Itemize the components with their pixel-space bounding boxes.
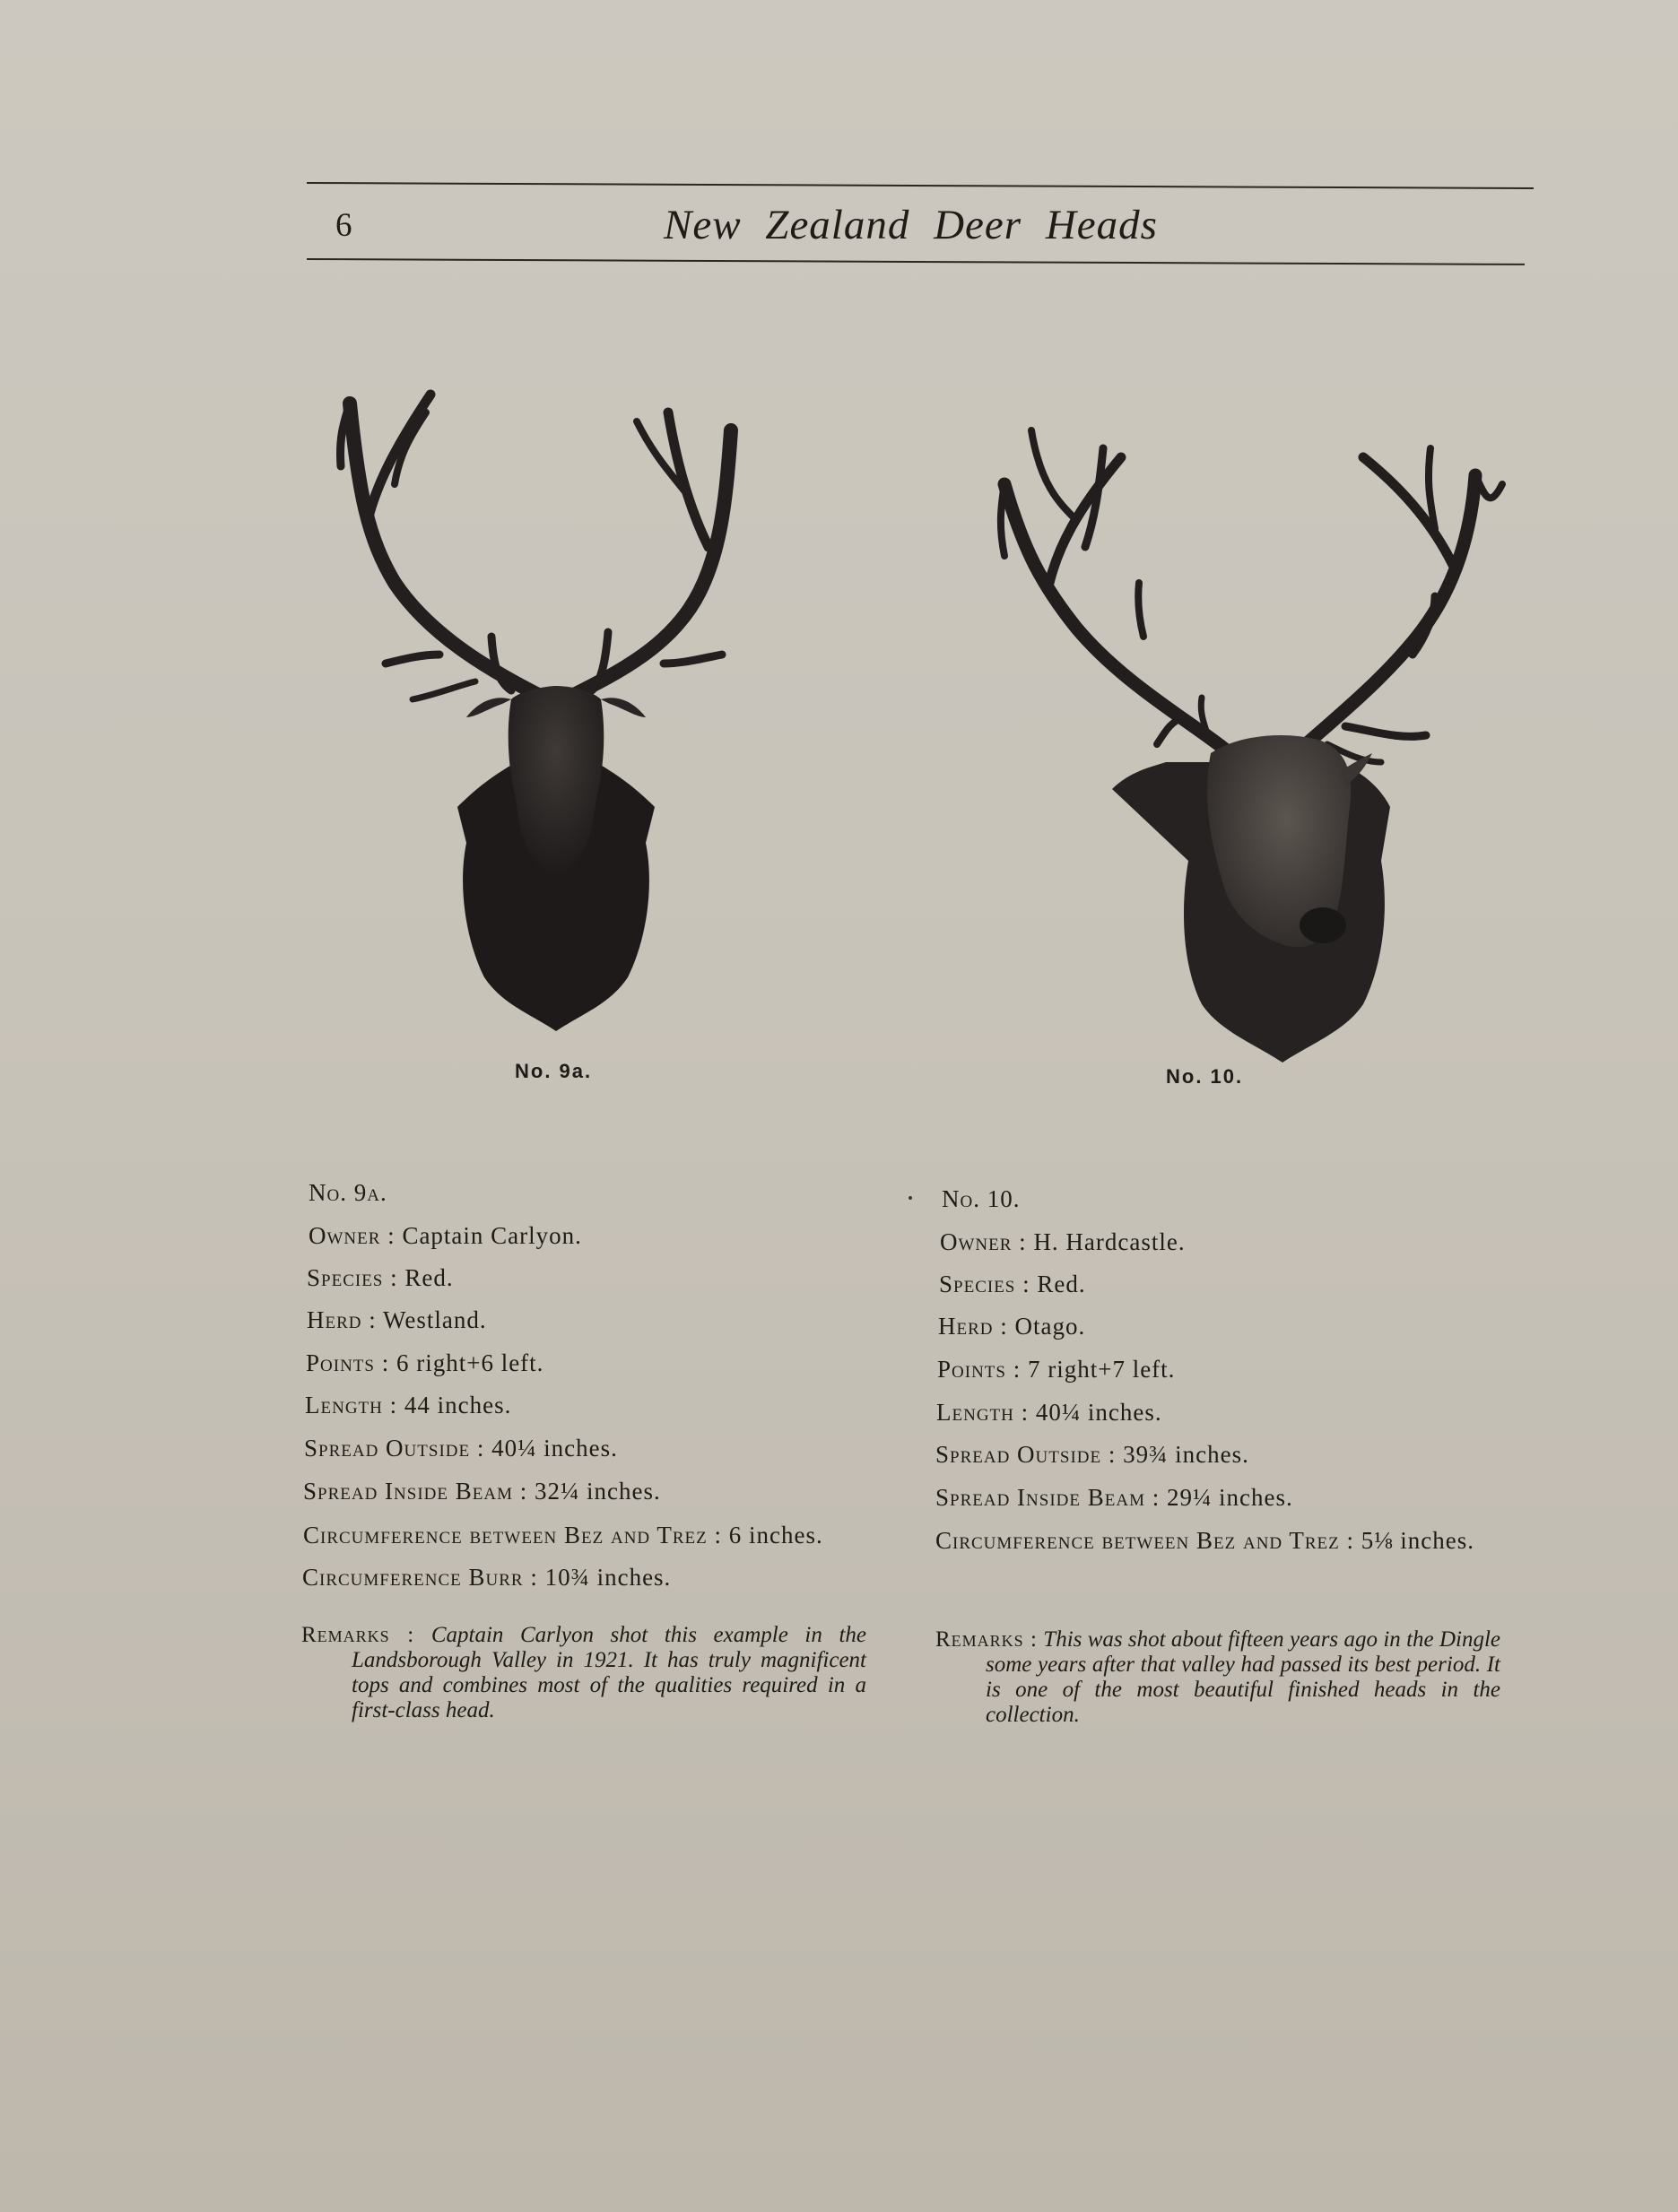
length-value: 40¼ inches.	[1035, 1399, 1162, 1426]
herd-label: Herd :	[938, 1313, 1008, 1340]
length-row	[305, 1392, 511, 1419]
species-label: Species :	[939, 1271, 1030, 1297]
record-number	[942, 1185, 1020, 1213]
spread-outside-row	[304, 1435, 618, 1462]
owner-value: H. Hardcastle.	[1033, 1228, 1186, 1255]
spread-outside-value: 39¾ inches.	[1123, 1441, 1249, 1468]
species-value: Red.	[1037, 1271, 1086, 1297]
circumference-bez-value: 5⅛ inches.	[1361, 1527, 1475, 1554]
header-top-rule	[307, 182, 1534, 189]
spread-inside-label: Spread Inside Beam :	[935, 1484, 1161, 1511]
circumference-bez-label: Circumference between Bez and Trez :	[303, 1522, 723, 1548]
herd-value: Westland.	[383, 1306, 487, 1333]
spread-inside-label: Spread Inside Beam :	[303, 1478, 528, 1505]
species-row	[307, 1264, 454, 1292]
record-number	[309, 1179, 387, 1207]
circumference-burr-label: Circumference Burr :	[302, 1564, 538, 1591]
spread-outside-row	[935, 1441, 1249, 1469]
remarks-label: Remarks :	[301, 1623, 415, 1647]
points-row	[306, 1349, 543, 1377]
spread-outside-value: 40¼ inches.	[491, 1435, 618, 1462]
points-value: 6 right+6 left.	[396, 1349, 544, 1376]
record-number-text: No. 9a.	[309, 1179, 387, 1206]
herd-label: Herd :	[307, 1306, 377, 1333]
plate-caption-9a: No. 9a.	[515, 1060, 593, 1082]
spread-inside-row	[935, 1484, 1293, 1512]
page-number: 6	[335, 207, 352, 244]
remarks-text: Captain Carlyon shot this example in the Landsborough Valley in 1921. It has truly magnificent tops and combines most of the qualities required in a first-class head.	[352, 1623, 867, 1722]
record-number-text: No. 10.	[942, 1185, 1021, 1212]
deer-head-plate-10	[987, 412, 1525, 1094]
herd-row	[307, 1306, 487, 1334]
circumference-bez-label: Circumference between Bez and Trez :	[935, 1527, 1355, 1554]
header-bottom-rule	[307, 258, 1525, 265]
owner-row	[940, 1228, 1186, 1256]
spread-outside-label: Spread Outside :	[935, 1441, 1117, 1468]
points-value: 7 right+7 left.	[1027, 1356, 1176, 1383]
page-title: New Zealand Deer Heads	[664, 202, 1158, 248]
circumference-burr-row	[302, 1564, 671, 1592]
points-label: Points :	[937, 1356, 1022, 1383]
points-label: Points :	[306, 1349, 390, 1376]
spread-inside-row	[303, 1478, 661, 1505]
remarks-10	[935, 1627, 1500, 1728]
owner-row	[309, 1222, 582, 1250]
plate-caption-10: No. 10.	[1166, 1065, 1244, 1088]
circumference-bez-value: 6 inches.	[728, 1522, 823, 1548]
herd-row	[938, 1313, 1085, 1340]
species-row	[939, 1271, 1086, 1298]
length-value: 44 inches.	[404, 1392, 512, 1418]
owner-value: Captain Carlyon.	[402, 1222, 582, 1249]
herd-value: Otago.	[1014, 1313, 1086, 1340]
owner-label: Owner :	[309, 1222, 396, 1249]
owner-label: Owner :	[940, 1228, 1027, 1255]
length-label: Length :	[936, 1399, 1030, 1426]
species-value: Red.	[404, 1264, 454, 1291]
deer-head-image-10	[987, 412, 1525, 1076]
spread-inside-value: 32¼ inches.	[534, 1478, 661, 1505]
length-row	[936, 1399, 1162, 1427]
circumference-burr-value: 10¾ inches.	[544, 1564, 672, 1591]
spread-inside-value: 29¼ inches.	[1166, 1484, 1293, 1511]
deer-head-image-9a	[323, 386, 789, 1049]
stray-mark	[909, 1196, 912, 1200]
remarks-text: This was shot about fifteen years ago in the Dingle some years after that valley had passed its best period. It is one of the most beautiful finished heads in the collection.	[986, 1627, 1500, 1727]
points-row	[937, 1356, 1175, 1384]
species-label: Species :	[307, 1264, 398, 1291]
length-label: Length :	[305, 1392, 398, 1418]
circumference-bez-row	[303, 1522, 823, 1549]
remarks-label: Remarks :	[935, 1627, 1038, 1652]
remarks-9a	[301, 1623, 866, 1723]
circumference-bez-row	[935, 1527, 1474, 1555]
deer-head-plate-9a	[323, 386, 789, 1082]
spread-outside-label: Spread Outside :	[304, 1435, 485, 1462]
